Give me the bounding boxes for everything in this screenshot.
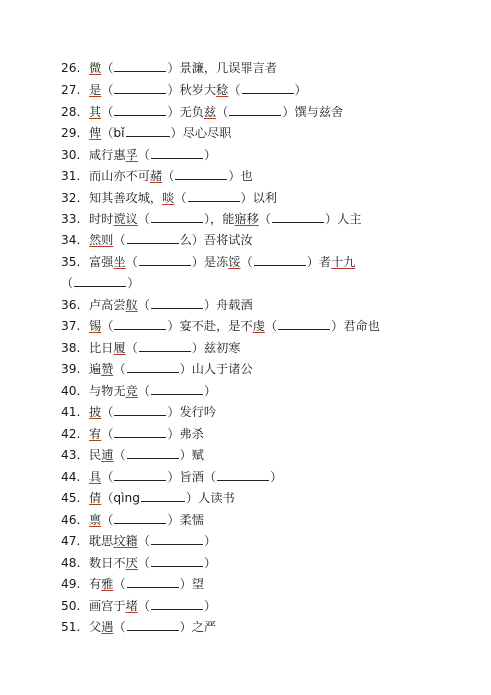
answer-blank[interactable]: [141, 490, 185, 502]
text-after-2: ）者: [306, 255, 332, 269]
item-number: 32.: [61, 191, 81, 205]
paren-open: （: [113, 620, 126, 634]
item-number: 46.: [61, 513, 81, 527]
keyword-2: 寤移: [234, 212, 259, 226]
paren-open-2: （: [216, 105, 229, 119]
text-before: 父: [89, 620, 102, 634]
item-number: 41.: [61, 405, 81, 419]
text-before: 时时: [89, 212, 114, 226]
text-after: ）秋岁大: [167, 83, 217, 97]
answer-blank[interactable]: [114, 60, 166, 72]
keyword: 是: [89, 83, 102, 97]
answer-blank[interactable]: [114, 404, 166, 416]
keyword: 遇: [101, 620, 114, 634]
text-before: 而山亦不可: [89, 169, 150, 183]
item-26: [61, 60, 277, 76]
item-51: [61, 619, 216, 635]
text-before: 知其善攻城，: [89, 191, 163, 205]
paren-open: （: [101, 83, 114, 97]
paren-open: （qìng: [101, 491, 140, 505]
keyword: 履: [113, 341, 126, 355]
answer-blank-2[interactable]: [229, 104, 281, 116]
text-after: ）赋: [179, 448, 204, 462]
item-40: [61, 383, 216, 399]
keyword: 舣: [125, 298, 138, 312]
text-after: ）发行吟: [167, 405, 217, 419]
answer-blank[interactable]: [151, 383, 203, 395]
paren-open: （: [101, 61, 114, 75]
paren-open: （: [137, 599, 150, 613]
answer-blank-2[interactable]: [278, 318, 330, 330]
text-after: ），能: [203, 212, 235, 226]
item-27: [61, 82, 307, 98]
text-before: 民: [89, 448, 102, 462]
keyword: 然则: [89, 233, 114, 247]
keyword: 倩: [89, 491, 102, 505]
answer-blank[interactable]: [114, 469, 166, 481]
item-number: 33.: [61, 212, 81, 226]
paren-open: （: [137, 556, 150, 570]
text-after: ）兹初寒: [191, 341, 241, 355]
paren-open: （: [113, 362, 126, 376]
item-34: [61, 232, 253, 248]
keyword-2: 虔: [252, 319, 265, 333]
item-number: 34.: [61, 233, 81, 247]
answer-blank[interactable]: [127, 447, 179, 459]
text-after-2: ）: [294, 83, 307, 97]
item-number: 39.: [61, 362, 81, 376]
paren-close-2: ）: [270, 470, 283, 484]
keyword: 逋: [101, 448, 114, 462]
answer-blank[interactable]: [127, 576, 179, 588]
text-after: ）山人于诸公: [179, 362, 253, 376]
text-after: ）旨酒（: [167, 470, 217, 484]
answer-blank[interactable]: [151, 297, 203, 309]
keyword: 雅: [101, 577, 114, 591]
text-after: ）人读书: [185, 491, 235, 505]
paren-close-3: ）: [127, 276, 140, 290]
paren-open: （: [125, 341, 138, 355]
item-number: 51.: [61, 620, 81, 634]
answer-blank[interactable]: [151, 147, 203, 159]
text-after: ）: [203, 599, 217, 613]
text-after: ）之严: [179, 620, 217, 634]
answer-blank[interactable]: [188, 190, 240, 202]
paren-open-3: （: [61, 276, 74, 290]
text-after-2: ）君命也: [331, 319, 380, 333]
item-39: [61, 361, 253, 377]
item-50: [61, 598, 216, 614]
text-after: ）: [203, 556, 217, 570]
keyword-2: 兹: [203, 105, 217, 119]
text-after: ）柔懦: [167, 513, 204, 527]
item-number: 42.: [61, 427, 81, 441]
text-after: ）: [203, 148, 217, 162]
item-45: [61, 490, 235, 506]
keyword-3: 十九: [331, 255, 356, 269]
answer-blank[interactable]: [175, 168, 227, 180]
answer-blank-2[interactable]: [242, 82, 294, 94]
paren-open-2: （: [228, 83, 241, 97]
keyword: 具: [89, 470, 102, 484]
item-49: [61, 576, 204, 592]
text-before: 遍: [89, 362, 102, 376]
paren-open: （: [101, 513, 114, 527]
item-43: [61, 447, 204, 463]
text-after: ）: [203, 534, 217, 548]
text-after: ）景濂，几误罪言者: [167, 61, 278, 75]
text-after: ）也: [228, 169, 253, 183]
item-38: [61, 340, 241, 356]
keyword: 坟籍: [113, 534, 138, 548]
paren-open: （: [137, 384, 150, 398]
paren-open: （: [137, 212, 150, 226]
item-number: 40.: [61, 384, 81, 398]
text-after: ）望: [179, 577, 204, 591]
item-36: [61, 297, 253, 313]
keyword: 俾: [89, 126, 102, 140]
item-number: 45.: [61, 491, 81, 505]
text-before: 卢高尝: [89, 298, 126, 312]
paren-open: （: [137, 298, 150, 312]
answer-blank[interactable]: [151, 555, 203, 567]
keyword: 竞: [125, 384, 138, 398]
item-35: [61, 254, 355, 270]
answer-blank[interactable]: [127, 232, 179, 244]
text-before: 数日不: [89, 556, 126, 570]
item-number: 31.: [61, 169, 81, 183]
text-before: 比日: [89, 341, 114, 355]
answer-blank[interactable]: [139, 254, 191, 266]
item-number: 30.: [61, 148, 81, 162]
text-before: 富强: [89, 255, 114, 269]
text-after-2: ）人主: [324, 212, 362, 226]
keyword: 谠议: [113, 212, 138, 226]
keyword: 微: [89, 61, 102, 75]
item-46: [61, 512, 204, 528]
item-42: [61, 426, 204, 442]
answer-blank-3[interactable]: [74, 275, 126, 287]
paren-open: （bǐ: [101, 126, 125, 140]
text-after: ）舟载酒: [203, 298, 253, 312]
text-after: ）宴不赴，是不: [167, 319, 253, 333]
answer-blank[interactable]: [139, 340, 191, 352]
paren-open: （: [125, 255, 138, 269]
text-after: ）无负: [167, 105, 204, 119]
text-before: 有: [89, 577, 102, 591]
text-after: ）: [203, 384, 217, 398]
keyword: 赭: [149, 169, 163, 183]
paren-open: （: [113, 233, 126, 247]
item-33: [61, 211, 362, 227]
item-number: 47.: [61, 534, 81, 548]
item-number: 50.: [61, 599, 81, 613]
item-number: 48.: [61, 556, 81, 570]
paren-open: （: [101, 470, 114, 484]
item-44: [61, 469, 282, 485]
item-31: [61, 168, 253, 184]
paren-open: （: [101, 319, 114, 333]
paren-open-2: （: [258, 212, 271, 226]
answer-blank[interactable]: [127, 361, 179, 373]
paren-open-2: （: [264, 319, 278, 333]
answer-blank[interactable]: [127, 619, 179, 631]
item-28: [61, 104, 343, 120]
item-number: 38.: [61, 341, 81, 355]
text-after: ）弗杀: [167, 427, 204, 441]
paren-open: （: [137, 534, 150, 548]
keyword: 宥: [89, 427, 102, 441]
keyword-2: 馁: [228, 255, 241, 269]
paren-open-2: （: [240, 255, 253, 269]
paren-open: （: [174, 191, 187, 205]
answer-blank[interactable]: [151, 598, 203, 610]
item-47: [61, 533, 216, 549]
item-number: 43.: [61, 448, 81, 462]
answer-blank[interactable]: [114, 512, 166, 524]
text-after-2: ）馔与兹舍: [282, 105, 344, 119]
item-number: 49.: [61, 577, 81, 591]
item-number: 44.: [61, 470, 81, 484]
keyword: 厌: [125, 556, 138, 570]
paren-open: （: [101, 105, 114, 119]
keyword: 其: [89, 105, 102, 119]
paren-open: （: [137, 148, 150, 162]
item-29: [61, 125, 231, 141]
text-after: ）以利: [240, 191, 278, 205]
keyword: 赞: [101, 362, 114, 376]
item-number: 28.: [61, 105, 81, 119]
item-number: 35.: [61, 255, 81, 269]
text-after: 么）吾将试汝: [179, 233, 253, 247]
keyword: 啖: [162, 191, 175, 205]
keyword: 锡: [89, 319, 102, 333]
answer-blank[interactable]: [114, 82, 166, 94]
item-35-continuation: [61, 275, 139, 291]
item-number: 27.: [61, 83, 81, 97]
item-number: 26.: [61, 61, 81, 75]
keyword: 孚: [125, 148, 138, 162]
paren-open: （: [113, 448, 126, 462]
answer-blank[interactable]: [151, 533, 203, 545]
paren-open: （: [162, 169, 175, 183]
answer-blank[interactable]: [114, 104, 166, 116]
answer-blank[interactable]: [114, 318, 166, 330]
item-number: 29.: [61, 126, 81, 140]
item-32: [61, 190, 277, 206]
text-before: 与物无: [89, 384, 126, 398]
text-before: 耽思: [89, 534, 114, 548]
item-48: [61, 555, 216, 571]
answer-blank-2[interactable]: [272, 211, 324, 223]
paren-open: （: [101, 427, 114, 441]
item-37: [61, 318, 380, 334]
paren-open: （: [101, 405, 114, 419]
text-before: 咸行惠: [89, 148, 126, 162]
item-number: 37.: [61, 319, 81, 333]
item-number: 36.: [61, 298, 81, 312]
keyword: 禀: [89, 513, 102, 527]
answer-blank[interactable]: [126, 125, 170, 137]
text-before: 画宫于: [89, 599, 126, 613]
answer-blank-2[interactable]: [254, 254, 306, 266]
answer-blank-2[interactable]: [217, 469, 269, 481]
keyword: 披: [89, 405, 102, 419]
answer-blank[interactable]: [114, 426, 166, 438]
keyword: 堵: [125, 599, 138, 613]
answer-blank[interactable]: [151, 211, 203, 223]
item-41: [61, 404, 216, 420]
item-30: [61, 147, 216, 163]
keyword-2: 稔: [216, 83, 229, 97]
text-after: ）是冻: [191, 255, 229, 269]
keyword: 坐: [113, 255, 126, 269]
paren-open: （: [113, 577, 126, 591]
text-after: ）尽心尽职: [170, 126, 232, 140]
